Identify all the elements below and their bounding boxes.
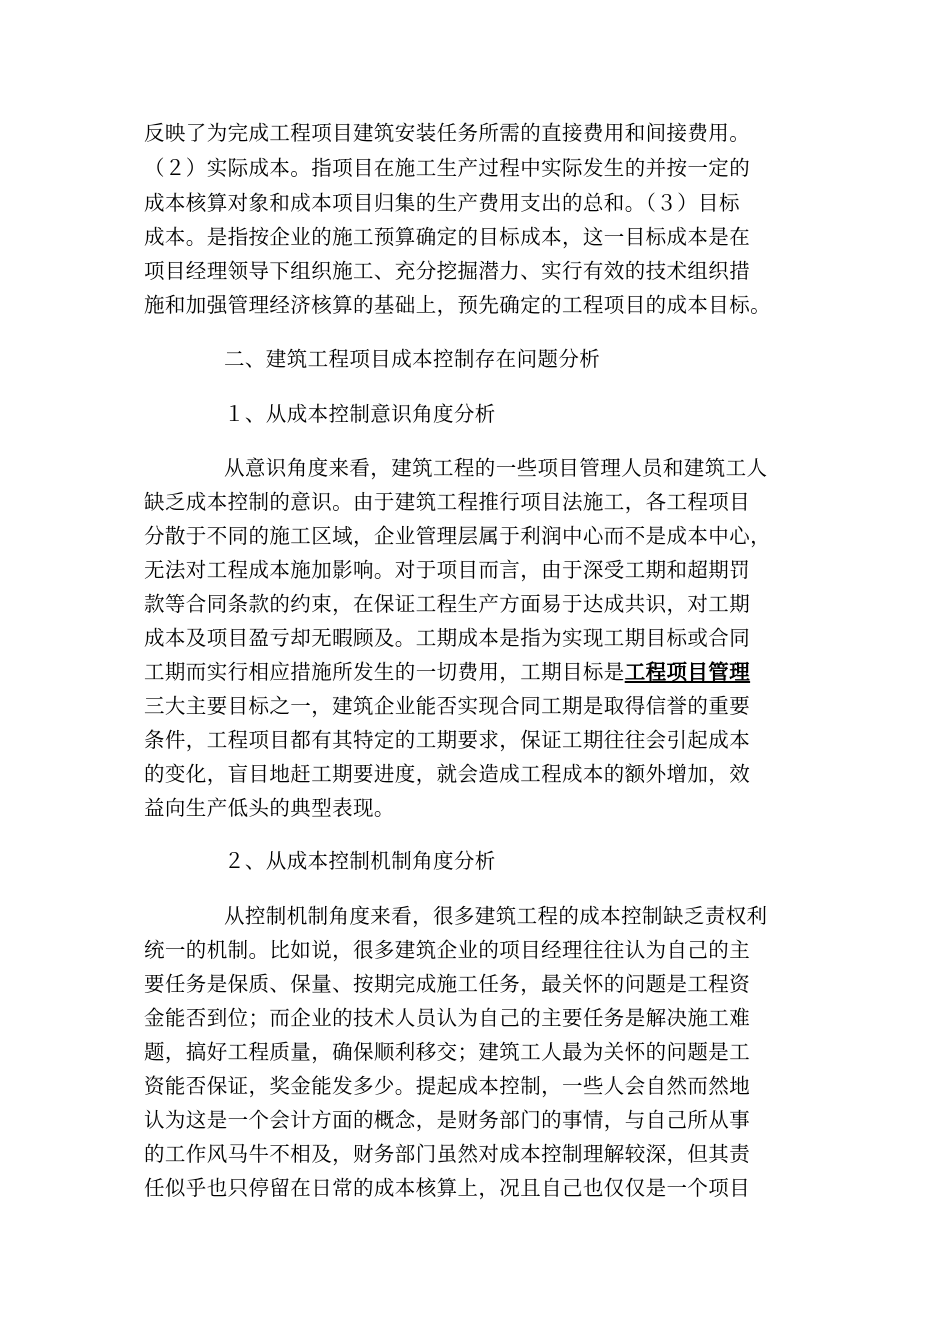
paragraph-2-line: 无法对工程成本施加影响。对于项目而言，由于深受工期和超期罚 (144, 558, 751, 582)
paragraph-1-line: 成本。是指按企业的施工预算确定的目标成本，这一目标成本是在 (144, 225, 751, 249)
paragraph-2-line-with-link (144, 657, 750, 687)
subsection-heading-1: １、从成本控制意识角度分析 (224, 402, 496, 426)
paragraph-2-line: 三大主要目标之一，建筑企业能否实现合同工期是取得信誉的重要 (144, 694, 751, 718)
section-heading: 二、建筑工程项目成本控制存在问题分析 (224, 347, 601, 371)
paragraph-2-line: 成本及项目盈亏却无暇顾及。工期成本是指为实现工期目标或合同 (144, 626, 751, 650)
paragraph-2-line: 分散于不同的施工区域，企业管理层属于利润中心而不是成本中心， (144, 524, 771, 548)
paragraph-3-line: 金能否到位；而企业的技术人员认为自己的主要任务是解决施工难 (144, 1006, 751, 1030)
paragraph-2-line-text: 工期而实行相应措施所发生的一切费用，工期目标是 (144, 660, 625, 684)
paragraph-1-line: 成本核算对象和成本项目归集的生产费用支出的总和。（３）目标 (144, 191, 740, 215)
paragraph-3-line: 认为这是一个会计方面的概念，是财务部门的事情，与自己所从事 (144, 1108, 751, 1132)
paragraph-1-line: 项目经理领导下组织施工、充分挖掘潜力、实行有效的技术组织措 (144, 259, 751, 283)
paragraph-3-line: 的工作风马牛不相及，财务部门虽然对成本控制理解较深，但其责 (144, 1142, 751, 1166)
paragraph-1-line: （２）实际成本。指项目在施工生产过程中实际发生的并按一定的 (144, 156, 751, 180)
paragraph-2-line: 缺乏成本控制的意识。由于建筑工程推行项目法施工，各工程项目 (144, 490, 751, 514)
paragraph-2-line: 条件，工程项目都有其特定的工期要求，保证工期往往会引起成本 (144, 728, 751, 752)
paragraph-3-line: 资能否保证，奖金能发多少。提起成本控制，一些人会自然而然地 (144, 1074, 751, 1098)
paragraph-2-line: 从意识角度来看，建筑工程的一些项目管理人员和建筑工人 (224, 456, 768, 480)
subsection-heading-2: ２、从成本控制机制角度分析 (224, 849, 496, 873)
paragraph-3-line: 统一的机制。比如说，很多建筑企业的项目经理往往认为自己的主 (144, 938, 751, 962)
paragraph-2-line: 款等合同条款的约束，在保证工程生产方面易于达成共识，对工期 (144, 592, 751, 616)
paragraph-3-line: 任似乎也只停留在日常的成本核算上，况且自己也仅仅是一个项目 (144, 1176, 751, 1200)
paragraph-3-line: 题，搞好工程质量，确保顺利移交；建筑工人最为关怀的问题是工 (144, 1040, 751, 1064)
project-management-link[interactable]: 工程项目管理 (624, 660, 751, 684)
paragraph-3-line: 要任务是保质、保量、按期完成施工任务，最关怀的问题是工程资 (144, 972, 751, 996)
paragraph-1-line: 反映了为完成工程项目建筑安装任务所需的直接费用和间接费用。 (144, 121, 751, 145)
paragraph-3-line: 从控制机制角度来看，很多建筑工程的成本控制缺乏责权利 (224, 904, 768, 928)
paragraph-1-line: 施和加强管理经济核算的基础上，预先确定的工程项目的成本目标。 (144, 293, 771, 317)
paragraph-2-line: 的变化，盲目地赶工期要进度，就会造成工程成本的额外增加，效 (144, 762, 751, 786)
paragraph-2-line: 益向生产低头的典型表现。 (144, 796, 395, 820)
